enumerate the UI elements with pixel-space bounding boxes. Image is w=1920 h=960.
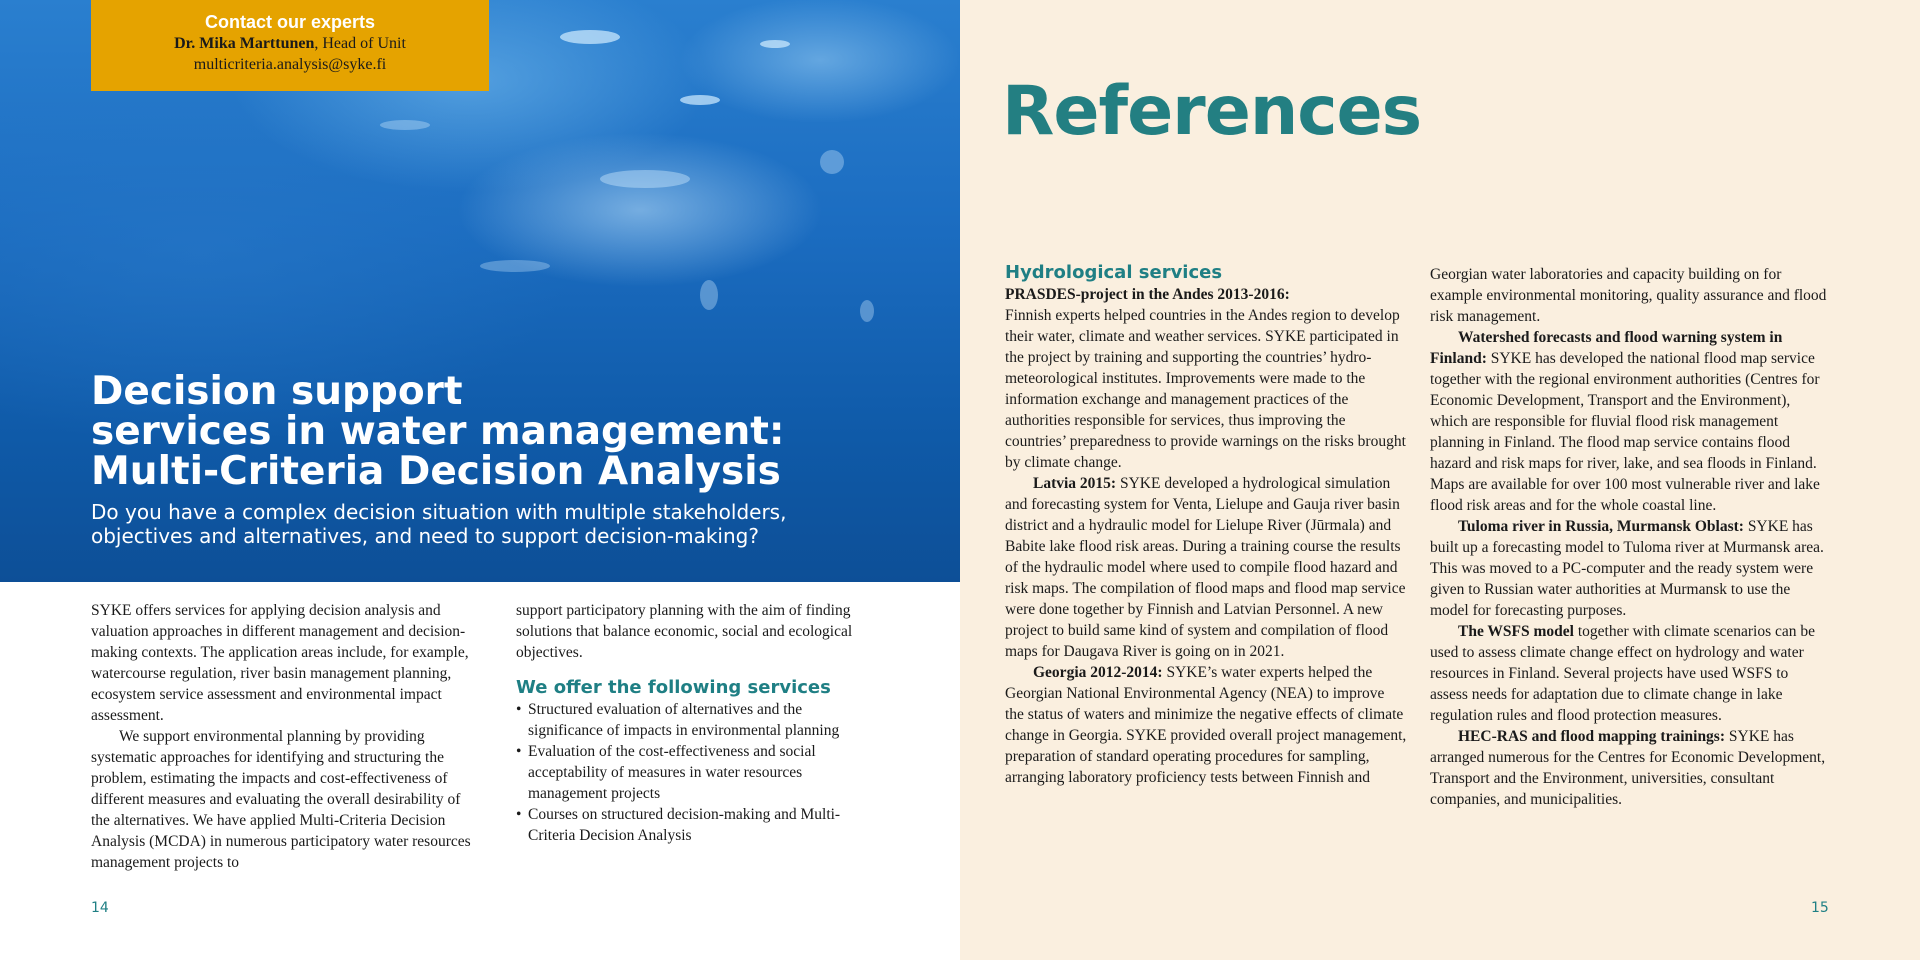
reference-text: together with climate scenarios can be used to assess climate change effect on hydrology and water resources in Finland. Several projects have used WSFS to assess needs for adaptation due to climate change in lake regulation rules and flood protection measures. — [1430, 623, 1816, 724]
water-splash — [760, 40, 790, 48]
reference-georgia-continued: Georgian water laboratories and capacity building on for example environmental monitoring, quality assurance and flood risk management. — [1430, 266, 1827, 325]
support-paragraph-continued: support participatory planning with the aim of finding solutions that balance economic, social and ecological objectives. — [516, 602, 853, 661]
intro-paragraph: SYKE offers services for applying decision analysis and valuation approaches in different management and decision-making contexts. The application areas include, for example, watercourse regulation, river basin management planning, ecosystem service assessment and environmental impact assessment. — [91, 602, 469, 724]
hydrological-services-heading: Hydrological services — [1005, 262, 1223, 283]
contact-email[interactable]: multicriteria.analysis@syke.fi — [193, 56, 387, 73]
reference-lead: Latvia 2015: — [1033, 475, 1117, 492]
reference-latvia — [1005, 473, 1407, 662]
reference-text: SYKE has developed the national flood map service together with the regional environment authorities (Centres for Economic Development, Transport and the Environment), which are responsible for fluvial flood risk management planning in Finland. The flood map service contains flood hazard and risk maps for river, lake, and sea floods in Finland. Maps are available for over 100 most vulnerable river and lake flood risk areas and for the whole coastal line. — [1430, 350, 1820, 514]
contact-box — [91, 0, 489, 91]
reference-lead: The WSFS model — [1458, 623, 1574, 640]
hero-subtitle: Do you have a complex decision situation with multiple stakeholders, objectives and alternatives, and need to support decision-making? — [91, 500, 787, 548]
reference-hec-ras — [1430, 726, 1830, 810]
page-number-left: 14 — [91, 900, 109, 916]
reference-lead: HEC-RAS and flood mapping trainings: — [1458, 728, 1726, 745]
contact-name: Dr. Mika Marttunen — [174, 35, 315, 52]
water-splash — [380, 120, 430, 130]
page-number-right: 15 — [1811, 900, 1829, 916]
left-column-1 — [91, 600, 483, 873]
references-title: References — [1002, 72, 1422, 151]
services-heading: We offer the following services — [516, 677, 831, 698]
reference-text: SYKE has arranged numerous for the Centres for Economic Development, Transport and the Environment, universities, consultant companies, and municipalities. — [1430, 728, 1826, 808]
left-column-2 — [516, 600, 866, 846]
reference-text: SYKE has built up a forecasting model to Tuloma river at Murmansk area. This was moved to a PC-computer and the ready system were given to Russian water authorities at Murmansk to use the model for forecasting purposes. — [1430, 518, 1824, 619]
reference-wsfs — [1430, 621, 1830, 726]
contact-title: Contact our experts — [204, 12, 376, 32]
water-splash — [700, 280, 718, 310]
reference-lead: Georgia 2012-2014: — [1033, 664, 1163, 681]
services-list-item: • Evaluation of the cost-effectiveness and social acceptability of measures in water resources management projects — [516, 741, 866, 804]
hero-title-line: Decision support — [91, 369, 463, 414]
water-splash — [480, 260, 550, 272]
hero-title — [91, 369, 891, 494]
reference-tuloma — [1430, 516, 1830, 621]
reference-watershed — [1430, 327, 1830, 516]
hero-title-line: Multi-Criteria Decision Analysis — [91, 449, 781, 494]
right-column-2 — [1430, 264, 1830, 810]
reference-lead: PRASDES-project in the Andes 2013-2016: — [1005, 286, 1290, 303]
right-column-1 — [1005, 262, 1407, 788]
reference-text: SYKE’s water experts helped the Georgian National Environmental Agency (NEA) to improve the status of waters and minimize the negative effects of climate change in Georgia. SYKE provided overall project management, preparation of standard operating procedures for sampling, arranging laboratory proficiency tests between Finnish and — [1005, 664, 1407, 786]
support-paragraph: We support environmental planning by providing systematic approaches for identifying and structuring the problem, estimating the impacts and cost-effectiveness of different measures and evaluating the overall desirability of the alternatives. We have applied Multi-Criteria Decision Analysis (MCDA) in numerous participatory water resources management projects to — [91, 728, 471, 871]
reference-georgia — [1005, 662, 1407, 788]
reference-lead: Tuloma river in Russia, Murmansk Oblast: — [1458, 518, 1744, 535]
water-splash — [680, 95, 720, 105]
services-list-item: • Courses on structured decision-making and Multi-Criteria Decision Analysis — [516, 804, 866, 846]
contact-person — [91, 33, 489, 54]
reference-lead: Watershed forecasts and flood warning system in Finland: — [1430, 329, 1783, 367]
water-splash — [820, 150, 844, 174]
water-splash — [560, 30, 620, 44]
hero-title-line: services in water management: — [91, 409, 785, 454]
water-splash — [600, 170, 690, 188]
reference-prasdes — [1005, 284, 1407, 473]
contact-role: , Head of Unit — [314, 35, 406, 52]
reference-text: Finnish experts helped countries in the Andes region to develop their water, climate and weather services. SYKE participated in the project by training and supporting the countries’ hydro-meteorological institutes. Improvements were made to the information exchange and management practices of the authorities responsible for services, thus improving the countries’ preparedness to provide warnings on the risks brought by climate change. — [1005, 307, 1406, 471]
reference-text: SYKE developed a hydrological simulation and forecasting system for Venta, Lielupe and Gauja river basin district and a hydraulic model for Lielupe River (Jūrmala) and Babite lake flood risk areas. During a training course the results of the hydraulic model where used to compile flood hazard and risk maps. The compilation of flood maps and flood map service were done together by Finnish and Latvian Personnel. A new project to build same kind of system and compilation of flood maps for Daugava River is going on in 2021. — [1005, 475, 1406, 660]
hero-water-image — [0, 0, 960, 582]
water-splash — [860, 300, 874, 322]
services-list-item: • Structured evaluation of alternatives and the significance of impacts in environmental planning — [516, 699, 866, 741]
services-list — [516, 699, 866, 846]
